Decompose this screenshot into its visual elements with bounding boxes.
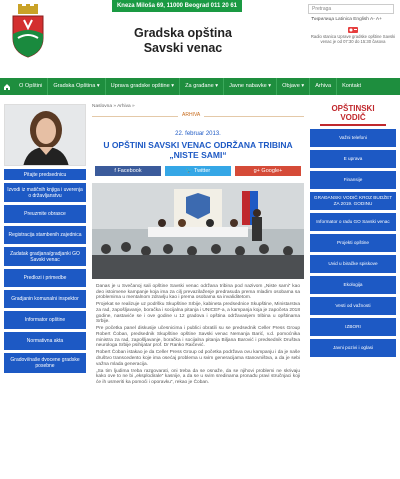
article-paragraph: Robert Čoban istakao je da Celler Press Group od početka podržava ovu kampanju i da je naše društvo transcedento koje ima osećaj problema u svim generacijama stanovništva, a da je sebi važna mlada generacija. (96, 350, 300, 367)
main-navigation (0, 78, 400, 95)
radio-notice: Radio stanica Uprave gradske opštine Savski venac je od 07:30 do 15:30 časova (310, 34, 396, 45)
article-paragraph: „Sa tim ljudima treba razgovarati, oni treba da se osnaže, da se njihovi problemi ne skrivaju kako ove to ne bi „eksplodirale“ kasnije, a da se u svim sredinama pronađu pravi stručnjaci koji će ih usmeriti ka pomoći i oporavku“, rekao je Čoban. (96, 368, 300, 385)
right-btn-ekologija[interactable]: Ekologija (310, 276, 396, 294)
right-sidebar (310, 104, 396, 357)
left-btn-registracija[interactable]: Registracija stambenih zajednica (4, 226, 86, 244)
google-share-button[interactable]: g+ Google+ (235, 166, 301, 176)
vodic-title (310, 104, 396, 126)
right-btn-javni-pozivi[interactable]: Javni pozivi i oglasi (310, 339, 396, 357)
left-btn-normativna-akta[interactable]: Normativna akta (4, 332, 86, 350)
language-switch[interactable]: Ћирилица Latinica English A- A+ (311, 17, 382, 22)
right-btn-vesti[interactable]: Vesti od važnosti (310, 297, 396, 315)
vodic-title-line2: VODIČ (340, 113, 366, 122)
left-btn-gradovi[interactable]: Gradovi/naše dvocene gradske posebne (4, 353, 86, 373)
twitter-share-button[interactable]: 🐦 Twitter (165, 166, 231, 176)
search-input[interactable]: Pretraga (308, 4, 394, 14)
article-main (92, 104, 304, 387)
right-btn-finansije[interactable]: Finansije (310, 171, 396, 189)
right-btn-izbori[interactable]: IZBORI (310, 318, 396, 336)
municipality-coat-of-arms[interactable] (10, 4, 46, 58)
right-btn-budzet[interactable]: GRAĐANSKI VODIČ KROZ BUDŽET ZA 2019. GODINU (310, 192, 396, 210)
nav-arhiva[interactable]: Arhiva (310, 78, 337, 95)
right-btn-vazni-telefoni[interactable]: Važni telefoni (310, 129, 396, 147)
nav-za-gradjane[interactable]: Za građane ▾ (180, 78, 224, 95)
right-btn-projekti[interactable]: Projekti opštine (310, 234, 396, 252)
left-btn-informator[interactable]: Informator opštine (4, 311, 86, 329)
facebook-share-button[interactable]: f Facebook (95, 166, 161, 176)
article-date: 22. februar 2013. (175, 131, 221, 137)
section-divider (92, 112, 304, 120)
share-buttons (92, 166, 304, 176)
left-btn-pitajte-predsednicu[interactable]: Pitajte predsednicu (4, 169, 86, 180)
left-btn-izvodi[interactable]: Izvodi iz matičnih knjiga i uverenja o državljanstvu (4, 183, 86, 202)
left-btn-obrasci[interactable]: Preuzmite obrasce (4, 205, 86, 223)
article-body (92, 284, 304, 385)
right-btn-e-uprava[interactable]: E uprava (310, 150, 396, 168)
nav-gradska-opstina[interactable]: Gradska Opština ▾ (48, 78, 105, 95)
nav-javne-nabavke[interactable]: Javne nabavke ▾ (224, 78, 277, 95)
section-label: ARHIVA (178, 112, 204, 118)
article-headline: U OPŠTINI SAVSKI VENAC ODRŽANA TRIBINA „NISTE SAMI“ (103, 140, 293, 160)
site-title-line1: Gradska opština (134, 26, 232, 40)
nav-kontakt[interactable]: Kontakt (342, 83, 362, 89)
left-btn-zadatak[interactable]: Zadatak gradjana/gradjanki GO Savski venac (4, 247, 86, 266)
left-btn-komunalni-inspektor[interactable]: Gradjanin komunalni inspektor (4, 290, 86, 308)
nav-uprava[interactable]: Uprava gradske opštine ▾ (106, 78, 180, 95)
left-btn-predlozi[interactable]: Predlozi i primedbe (4, 269, 86, 287)
right-btn-biracki-spiskovi[interactable]: Uvid u biračke spiskove (310, 255, 396, 273)
site-title-line2: Savski venac (143, 41, 223, 55)
right-btn-informator[interactable]: Informator o radu GO Savski venac (310, 213, 396, 231)
article-paragraph: Pre početka panel diskusije učesnicima i publici obratili su se predsednik Celler Press Group Robert Čoban, predsednik Skupštine opštine Savski venac Nemanja Barić, v.d. pomoćnika ministra za rad, zapošljavanje, boračka i socijalna pitanja Biljana Barović i predsednik Društva neurologa Srbije psihijatar prof. Dr Ranko Raičević. (96, 326, 300, 349)
nav-objave[interactable]: Objave ▾ (277, 78, 310, 95)
left-sidebar (4, 104, 86, 373)
breadcrumb[interactable]: Naslovna » Arhiva » (92, 104, 135, 109)
article-paragraph: Projekat se realizuje uz podršku Skupštine Srbije, kabineta predsednice Skupštine, Ministarstva za rad, zapošljavanje, boračka i socijalna pitanja i UNICEF-a, a kampanja koja je započeta 2018 godine, nastaviće se i ove godine u 12 gradova i opština održavanjem tribina u opštinama Srbije. (96, 302, 300, 325)
home-icon[interactable] (0, 78, 14, 95)
address-bar: Kneza Miloša 69, 11000 Beograd 011 20 61 700 (112, 0, 242, 12)
radio-icon (347, 25, 359, 33)
article-photo[interactable] (92, 183, 304, 279)
president-photo[interactable] (4, 104, 86, 166)
site-title[interactable] (118, 26, 248, 56)
vodic-title-line1: OPŠTINSKI (331, 104, 375, 113)
article-paragraph: Danas je u Svečanoj sali opštine Savski venac održana tribina pod nazivom „Niste sami“ kao deo istoimene kampanje koja ima za cilj prevazilaženje predrasuda prema mladim osobama sa problemima u mentalnom zdravlju kao i prema osobama sa invaliditetom. (96, 284, 300, 301)
nav-o-opstini[interactable]: O Opštini (14, 78, 48, 95)
